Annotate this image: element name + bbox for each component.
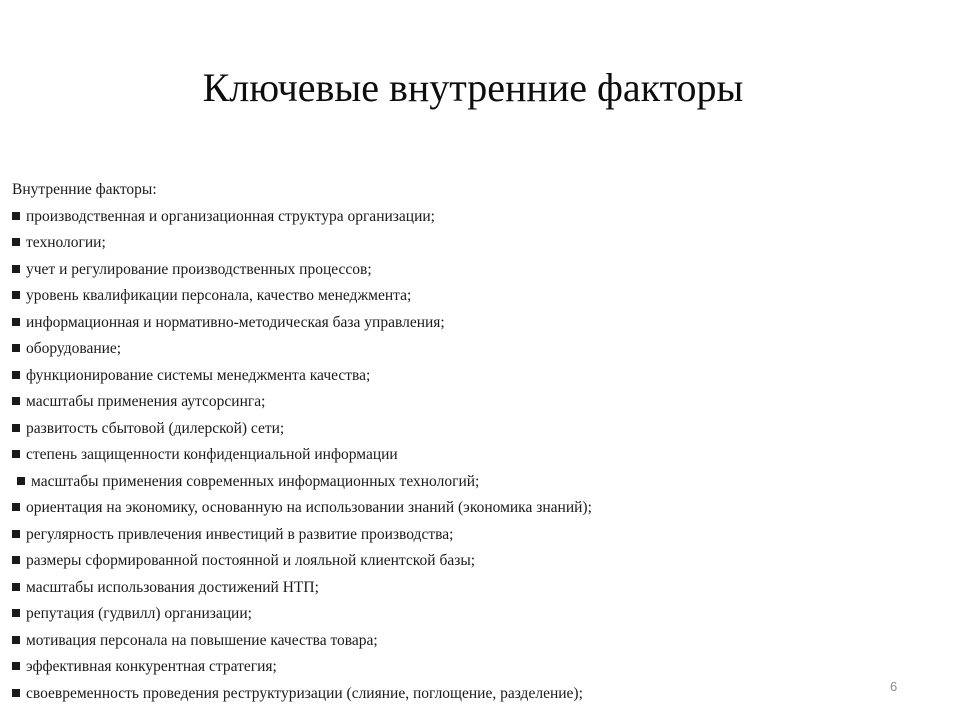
square-bullet-icon: [12, 609, 20, 617]
list-item: [12, 601, 912, 628]
list-item-text: уровень квалификации персонала, качество менеджмента;: [26, 287, 412, 304]
list-item-text: ориентация на экономику, основанную на использовании знаний (экономика знаний);: [26, 499, 592, 516]
square-bullet-icon: [12, 530, 20, 538]
square-bullet-icon: [12, 318, 20, 326]
square-bullet-icon: [12, 689, 20, 697]
square-bullet-icon: [12, 291, 20, 299]
list-item: [12, 204, 912, 231]
list-item-text: технологии;: [26, 234, 106, 251]
list-item: [12, 575, 912, 602]
list-item: [12, 495, 912, 522]
square-bullet-icon: [12, 212, 20, 220]
square-bullet-icon: [12, 450, 20, 458]
square-bullet-icon: [17, 477, 25, 485]
list-item: [12, 548, 912, 575]
list-item: [12, 283, 912, 310]
square-bullet-icon: [12, 424, 20, 432]
list-item-text: учет и регулирование производственных процессов;: [26, 260, 372, 278]
list-item-text: производственная и организационная структура организации;: [26, 207, 435, 225]
factors-list: [12, 204, 912, 708]
square-bullet-icon: [12, 583, 20, 591]
list-item: [12, 681, 912, 708]
list-item-text: функционирование системы менеджмента качества;: [26, 366, 371, 384]
square-bullet-icon: [12, 636, 20, 644]
list-item: [12, 416, 912, 443]
list-item: [12, 230, 912, 257]
list-item-text: эффективная конкурентная стратегия;: [26, 658, 277, 675]
factors-intro: Внутренние факторы:: [12, 181, 157, 198]
list-item-text: размеры сформированной постоянной и лояльной клиентской базы;: [26, 552, 476, 569]
list-item-text: степень защищенности конфиденциальной информации: [26, 446, 398, 463]
list-item-text: своевременность проведения реструктуризации (слияние, поглощение, разделение);: [26, 684, 583, 702]
list-item-text: мотивация персонала на повышение качества товара;: [26, 631, 378, 649]
square-bullet-icon: [12, 238, 20, 246]
square-bullet-icon: [12, 344, 20, 352]
list-item: [12, 442, 912, 469]
list-item-text: масштабы применения современных информационных технологий;: [31, 472, 480, 490]
square-bullet-icon: [12, 503, 20, 511]
list-item: [12, 389, 912, 416]
list-item-text: развитость сбытовой (дилерской) сети;: [26, 419, 285, 437]
list-item-text: репутация (гудвилл) организации;: [26, 605, 252, 622]
square-bullet-icon: [12, 662, 20, 670]
list-item: [12, 522, 912, 549]
list-item: [12, 336, 912, 363]
list-item-text: информационная и нормативно-методическая база управления;: [26, 313, 445, 331]
list-item: [12, 628, 912, 655]
list-item: [12, 469, 912, 496]
list-item: [12, 363, 912, 390]
square-bullet-icon: [12, 265, 20, 273]
list-item-text: регулярность привлечения инвестиций в развитие производства;: [26, 525, 454, 543]
slide-title: Ключевые внутренние факторы: [202, 65, 744, 110]
list-item: [12, 257, 912, 284]
list-item-text: масштабы применения аутсорсинга;: [26, 393, 266, 410]
list-item: [12, 654, 912, 681]
factors-content: [12, 177, 912, 707]
square-bullet-icon: [12, 556, 20, 564]
list-item-text: оборудование;: [26, 340, 122, 357]
page-number: 6: [890, 679, 898, 694]
list-item-text: масштабы использования достижений НТП;: [26, 578, 319, 596]
square-bullet-icon: [12, 371, 20, 379]
list-item: [12, 310, 912, 337]
square-bullet-icon: [12, 397, 20, 405]
